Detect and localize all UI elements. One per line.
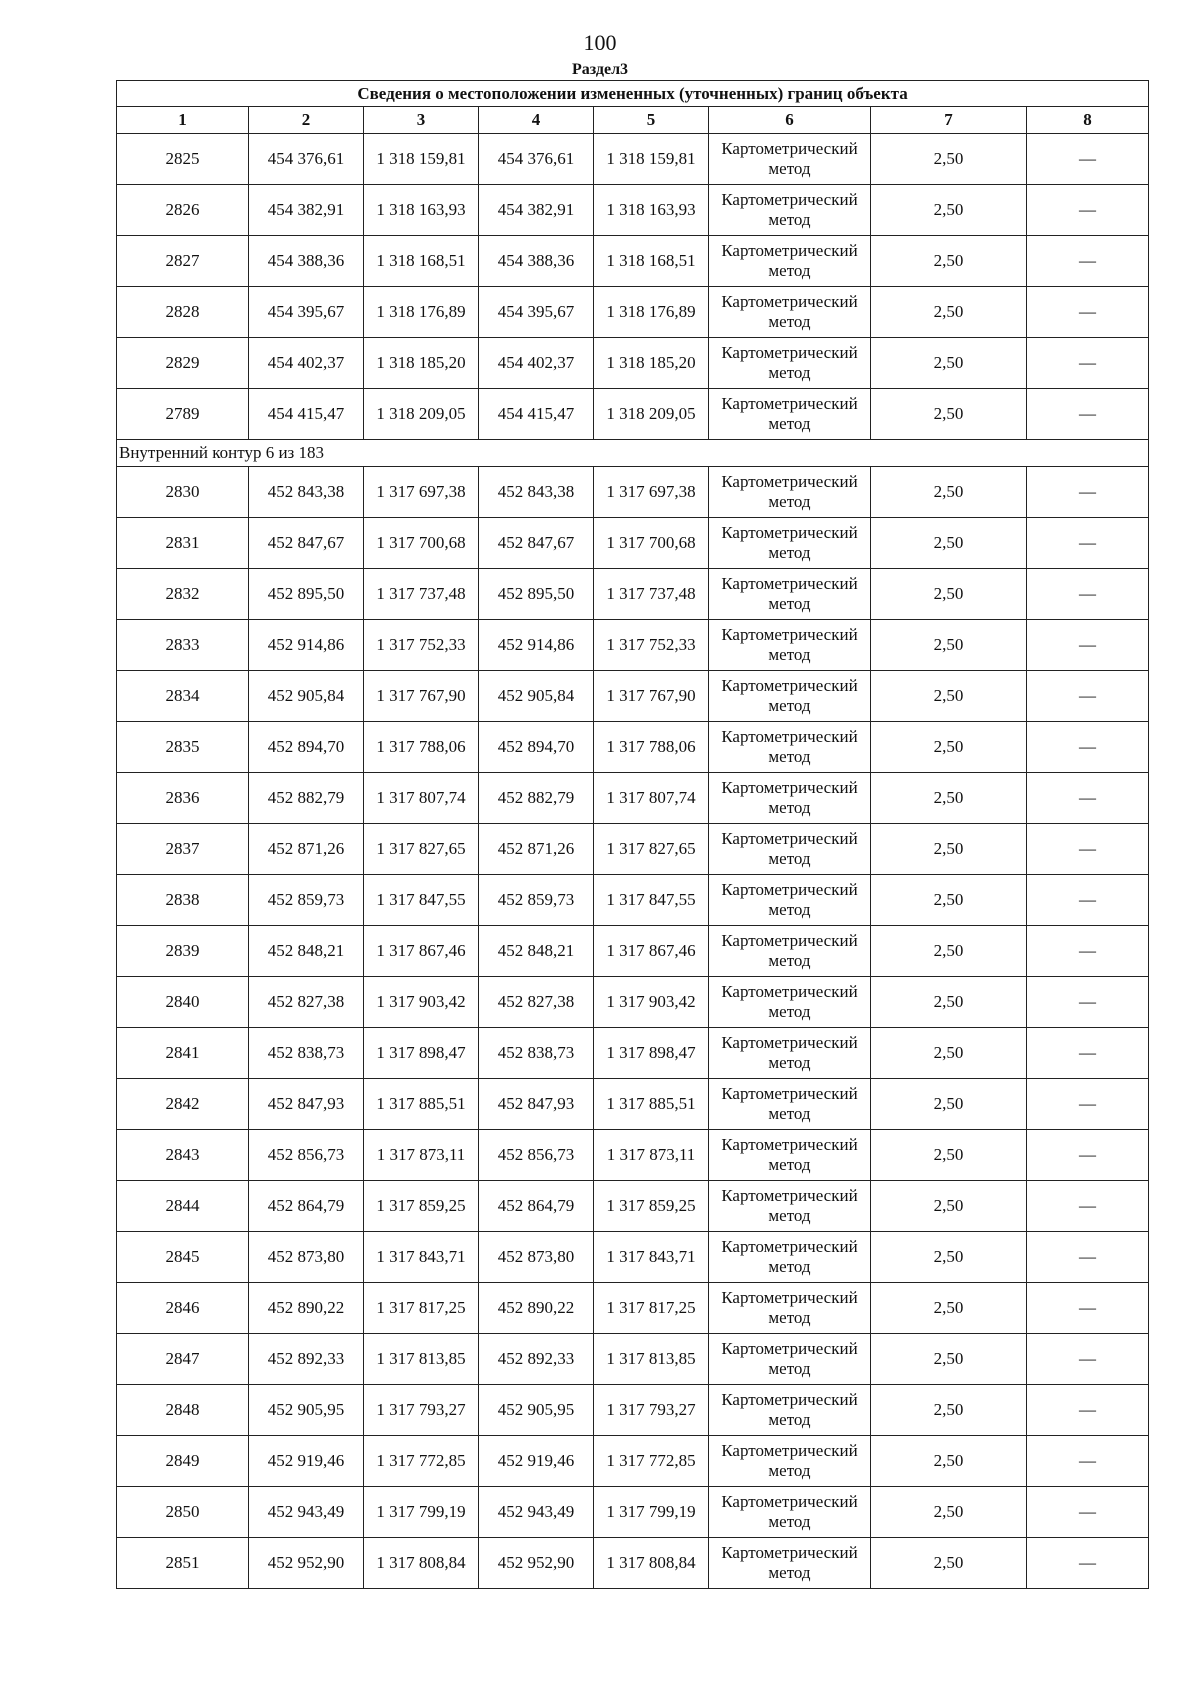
cell-point-number: 2846 [117,1283,249,1334]
cell-point-number: 2834 [117,671,249,722]
cell-method: Картометрический метод [709,287,871,338]
cell-method: Картометрический метод [709,1334,871,1385]
cell-x-old: 452 943,49 [249,1487,364,1538]
cell-y-new: 1 317 772,85 [594,1436,709,1487]
cell-x-new: 452 890,22 [479,1283,594,1334]
cell-x-new: 452 894,70 [479,722,594,773]
cell-y-old: 1 317 808,84 [364,1538,479,1589]
coordinates-table [116,80,1149,1589]
cell-y-old: 1 317 799,19 [364,1487,479,1538]
cell-x-old: 452 919,46 [249,1436,364,1487]
cell-point-number: 2842 [117,1079,249,1130]
cell-point-number: 2827 [117,236,249,287]
table-row [117,518,1149,569]
cell-point-number: 2829 [117,338,249,389]
table-row [117,773,1149,824]
cell-accuracy: 2,50 [871,1283,1027,1334]
cell-y-old: 1 317 867,46 [364,926,479,977]
table-row [117,1385,1149,1436]
cell-description: — [1027,467,1149,518]
cell-y-old: 1 317 752,33 [364,620,479,671]
cell-x-new: 452 905,95 [479,1385,594,1436]
section-label: Раздел3 [571,61,629,78]
cell-x-new: 452 871,26 [479,824,594,875]
cell-y-new: 1 317 867,46 [594,926,709,977]
cell-y-new: 1 317 813,85 [594,1334,709,1385]
table-row [117,824,1149,875]
cell-point-number: 2830 [117,467,249,518]
cell-x-old: 452 847,93 [249,1079,364,1130]
cell-y-new: 1 317 808,84 [594,1538,709,1589]
cell-x-new: 454 388,36 [479,236,594,287]
cell-x-old: 452 838,73 [249,1028,364,1079]
cell-accuracy: 2,50 [871,1487,1027,1538]
cell-point-number: 2838 [117,875,249,926]
cell-accuracy: 2,50 [871,389,1027,440]
cell-accuracy: 2,50 [871,1028,1027,1079]
cell-x-old: 454 376,61 [249,134,364,185]
cell-accuracy: 2,50 [871,134,1027,185]
cell-x-old: 452 873,80 [249,1232,364,1283]
cell-x-new: 452 873,80 [479,1232,594,1283]
cell-y-old: 1 317 700,68 [364,518,479,569]
cell-description: — [1027,287,1149,338]
table-row [117,1487,1149,1538]
page-number: 100 [583,30,617,55]
cell-accuracy: 2,50 [871,926,1027,977]
cell-point-number: 2840 [117,977,249,1028]
cell-description: — [1027,1079,1149,1130]
cell-method: Картометрический метод [709,467,871,518]
cell-accuracy: 2,50 [871,518,1027,569]
cell-description: — [1027,1232,1149,1283]
cell-method: Картометрический метод [709,518,871,569]
table-row [117,236,1149,287]
cell-accuracy: 2,50 [871,1334,1027,1385]
column-number-1: 1 [117,107,249,134]
cell-description: — [1027,1538,1149,1589]
cell-y-new: 1 317 817,25 [594,1283,709,1334]
cell-x-new: 452 859,73 [479,875,594,926]
cell-x-new: 452 847,93 [479,1079,594,1130]
table-row [117,722,1149,773]
cell-y-new: 1 318 168,51 [594,236,709,287]
cell-method: Картометрический метод [709,1436,871,1487]
cell-point-number: 2837 [117,824,249,875]
cell-accuracy: 2,50 [871,1436,1027,1487]
table-row [117,1436,1149,1487]
cell-description: — [1027,977,1149,1028]
cell-x-old: 452 864,79 [249,1181,364,1232]
cell-method: Картометрический метод [709,134,871,185]
cell-method: Картометрический метод [709,1538,871,1589]
cell-x-new: 452 882,79 [479,773,594,824]
table-row [117,1181,1149,1232]
cell-point-number: 2833 [117,620,249,671]
table-row [117,338,1149,389]
cell-point-number: 2848 [117,1385,249,1436]
cell-x-old: 452 894,70 [249,722,364,773]
cell-accuracy: 2,50 [871,1538,1027,1589]
cell-point-number: 2844 [117,1181,249,1232]
cell-y-new: 1 317 885,51 [594,1079,709,1130]
cell-description: — [1027,1334,1149,1385]
cell-point-number: 2847 [117,1334,249,1385]
cell-x-old: 452 848,21 [249,926,364,977]
cell-accuracy: 2,50 [871,722,1027,773]
cell-accuracy: 2,50 [871,467,1027,518]
cell-y-old: 1 317 847,55 [364,875,479,926]
cell-y-new: 1 317 843,71 [594,1232,709,1283]
cell-y-new: 1 318 176,89 [594,287,709,338]
contour-row [117,440,1149,467]
cell-y-new: 1 317 898,47 [594,1028,709,1079]
column-number-3: 3 [364,107,479,134]
table-row [117,926,1149,977]
cell-y-new: 1 317 827,65 [594,824,709,875]
cell-y-new: 1 318 209,05 [594,389,709,440]
cell-point-number: 2825 [117,134,249,185]
cell-y-new: 1 318 185,20 [594,338,709,389]
cell-x-new: 452 895,50 [479,569,594,620]
cell-description: — [1027,338,1149,389]
cell-method: Картометрический метод [709,1130,871,1181]
cell-y-old: 1 317 843,71 [364,1232,479,1283]
cell-y-new: 1 317 700,68 [594,518,709,569]
table-row [117,1079,1149,1130]
cell-x-old: 452 882,79 [249,773,364,824]
cell-x-new: 454 382,91 [479,185,594,236]
cell-x-old: 454 415,47 [249,389,364,440]
cell-y-old: 1 317 737,48 [364,569,479,620]
cell-x-new: 452 827,38 [479,977,594,1028]
cell-method: Картометрический метод [709,389,871,440]
cell-x-new: 452 843,38 [479,467,594,518]
cell-description: — [1027,1487,1149,1538]
cell-x-new: 452 943,49 [479,1487,594,1538]
cell-x-new: 452 919,46 [479,1436,594,1487]
column-number-2: 2 [249,107,364,134]
cell-point-number: 2835 [117,722,249,773]
cell-y-new: 1 317 697,38 [594,467,709,518]
column-number-8: 8 [1027,107,1149,134]
cell-method: Картометрический метод [709,1283,871,1334]
cell-y-old: 1 317 873,11 [364,1130,479,1181]
cell-accuracy: 2,50 [871,185,1027,236]
cell-x-old: 452 914,86 [249,620,364,671]
table-row [117,185,1149,236]
cell-point-number: 2828 [117,287,249,338]
cell-y-old: 1 317 767,90 [364,671,479,722]
cell-description: — [1027,1385,1149,1436]
cell-accuracy: 2,50 [871,620,1027,671]
cell-x-old: 452 859,73 [249,875,364,926]
cell-method: Картометрический метод [709,185,871,236]
cell-x-old: 452 905,95 [249,1385,364,1436]
cell-method: Картометрический метод [709,671,871,722]
cell-accuracy: 2,50 [871,1385,1027,1436]
cell-accuracy: 2,50 [871,236,1027,287]
table-row [117,134,1149,185]
cell-y-old: 1 317 793,27 [364,1385,479,1436]
cell-x-new: 452 848,21 [479,926,594,977]
cell-point-number: 2850 [117,1487,249,1538]
cell-method: Картометрический метод [709,1385,871,1436]
table-row [117,1232,1149,1283]
table-row [117,1538,1149,1589]
cell-accuracy: 2,50 [871,824,1027,875]
table-row [117,287,1149,338]
cell-y-new: 1 317 859,25 [594,1181,709,1232]
cell-y-old: 1 317 697,38 [364,467,479,518]
cell-description: — [1027,1028,1149,1079]
cell-point-number: 2789 [117,389,249,440]
cell-x-old: 454 395,67 [249,287,364,338]
cell-description: — [1027,389,1149,440]
cell-x-old: 454 388,36 [249,236,364,287]
table-row [117,671,1149,722]
cell-y-old: 1 318 176,89 [364,287,479,338]
table-body [117,134,1149,1589]
cell-y-old: 1 318 163,93 [364,185,479,236]
contour-label: Внутренний контур 6 из 183 [117,440,1149,467]
cell-y-new: 1 317 799,19 [594,1487,709,1538]
cell-description: — [1027,722,1149,773]
cell-y-new: 1 317 737,48 [594,569,709,620]
cell-y-new: 1 317 873,11 [594,1130,709,1181]
cell-y-old: 1 317 885,51 [364,1079,479,1130]
cell-x-new: 452 905,84 [479,671,594,722]
cell-method: Картометрический метод [709,620,871,671]
cell-x-old: 454 402,37 [249,338,364,389]
cell-method: Картометрический метод [709,722,871,773]
cell-description: — [1027,185,1149,236]
cell-x-old: 452 827,38 [249,977,364,1028]
table-row [117,467,1149,518]
cell-description: — [1027,926,1149,977]
cell-method: Картометрический метод [709,1487,871,1538]
cell-y-old: 1 317 813,85 [364,1334,479,1385]
table-row [117,1028,1149,1079]
cell-x-old: 452 843,38 [249,467,364,518]
cell-y-new: 1 317 788,06 [594,722,709,773]
cell-description: — [1027,518,1149,569]
table-row [117,875,1149,926]
table-row [117,1130,1149,1181]
cell-point-number: 2839 [117,926,249,977]
cell-method: Картометрический метод [709,1181,871,1232]
cell-point-number: 2832 [117,569,249,620]
cell-x-new: 452 856,73 [479,1130,594,1181]
cell-accuracy: 2,50 [871,287,1027,338]
table-row [117,569,1149,620]
cell-accuracy: 2,50 [871,1079,1027,1130]
cell-point-number: 2831 [117,518,249,569]
cell-accuracy: 2,50 [871,1181,1027,1232]
cell-point-number: 2849 [117,1436,249,1487]
cell-x-old: 452 895,50 [249,569,364,620]
cell-accuracy: 2,50 [871,569,1027,620]
cell-method: Картометрический метод [709,824,871,875]
cell-point-number: 2836 [117,773,249,824]
cell-method: Картометрический метод [709,1028,871,1079]
cell-point-number: 2843 [117,1130,249,1181]
cell-x-old: 454 382,91 [249,185,364,236]
cell-description: — [1027,824,1149,875]
cell-description: — [1027,773,1149,824]
cell-x-new: 454 395,67 [479,287,594,338]
table-row [117,1283,1149,1334]
cell-y-old: 1 317 859,25 [364,1181,479,1232]
cell-y-old: 1 317 807,74 [364,773,479,824]
cell-x-new: 454 376,61 [479,134,594,185]
cell-x-new: 452 838,73 [479,1028,594,1079]
cell-description: — [1027,236,1149,287]
cell-accuracy: 2,50 [871,671,1027,722]
table-row [117,389,1149,440]
cell-method: Картометрический метод [709,926,871,977]
cell-x-old: 452 892,33 [249,1334,364,1385]
cell-y-new: 1 317 847,55 [594,875,709,926]
column-number-5: 5 [594,107,709,134]
cell-y-old: 1 317 817,25 [364,1283,479,1334]
cell-y-old: 1 318 168,51 [364,236,479,287]
column-number-7: 7 [871,107,1027,134]
cell-description: — [1027,1283,1149,1334]
cell-x-new: 452 952,90 [479,1538,594,1589]
cell-x-old: 452 890,22 [249,1283,364,1334]
cell-accuracy: 2,50 [871,1130,1027,1181]
cell-y-new: 1 317 903,42 [594,977,709,1028]
cell-method: Картометрический метод [709,977,871,1028]
cell-y-new: 1 317 793,27 [594,1385,709,1436]
cell-y-new: 1 317 752,33 [594,620,709,671]
cell-x-new: 452 847,67 [479,518,594,569]
cell-accuracy: 2,50 [871,338,1027,389]
table-row [117,620,1149,671]
cell-y-old: 1 317 898,47 [364,1028,479,1079]
cell-accuracy: 2,50 [871,977,1027,1028]
cell-x-new: 452 914,86 [479,620,594,671]
cell-point-number: 2841 [117,1028,249,1079]
cell-y-old: 1 317 827,65 [364,824,479,875]
cell-point-number: 2826 [117,185,249,236]
cell-y-old: 1 318 159,81 [364,134,479,185]
cell-x-old: 452 871,26 [249,824,364,875]
cell-method: Картометрический метод [709,338,871,389]
cell-x-old: 452 847,67 [249,518,364,569]
cell-y-new: 1 318 159,81 [594,134,709,185]
cell-y-old: 1 317 788,06 [364,722,479,773]
table-row [117,1334,1149,1385]
cell-x-new: 454 402,37 [479,338,594,389]
cell-description: — [1027,620,1149,671]
cell-y-old: 1 318 209,05 [364,389,479,440]
cell-accuracy: 2,50 [871,875,1027,926]
column-number-6: 6 [709,107,871,134]
column-number-4: 4 [479,107,594,134]
cell-y-new: 1 318 163,93 [594,185,709,236]
cell-accuracy: 2,50 [871,773,1027,824]
cell-method: Картометрический метод [709,875,871,926]
cell-description: — [1027,134,1149,185]
cell-description: — [1027,671,1149,722]
cell-x-old: 452 856,73 [249,1130,364,1181]
table-title: Сведения о местоположении измененных (уточненных) границ объекта [117,81,1149,107]
cell-description: — [1027,1181,1149,1232]
cell-method: Картометрический метод [709,1232,871,1283]
cell-y-old: 1 317 772,85 [364,1436,479,1487]
cell-description: — [1027,569,1149,620]
cell-accuracy: 2,50 [871,1232,1027,1283]
cell-description: — [1027,875,1149,926]
table-row [117,977,1149,1028]
cell-x-old: 452 952,90 [249,1538,364,1589]
cell-description: — [1027,1130,1149,1181]
cell-y-old: 1 318 185,20 [364,338,479,389]
cell-method: Картометрический метод [709,236,871,287]
cell-method: Картометрический метод [709,1079,871,1130]
cell-x-old: 452 905,84 [249,671,364,722]
cell-point-number: 2851 [117,1538,249,1589]
cell-y-old: 1 317 903,42 [364,977,479,1028]
cell-description: — [1027,1436,1149,1487]
cell-x-new: 454 415,47 [479,389,594,440]
cell-point-number: 2845 [117,1232,249,1283]
cell-y-new: 1 317 767,90 [594,671,709,722]
cell-method: Картометрический метод [709,569,871,620]
cell-x-new: 452 864,79 [479,1181,594,1232]
cell-y-new: 1 317 807,74 [594,773,709,824]
column-number-row [117,107,1149,134]
cell-method: Картометрический метод [709,773,871,824]
cell-x-new: 452 892,33 [479,1334,594,1385]
